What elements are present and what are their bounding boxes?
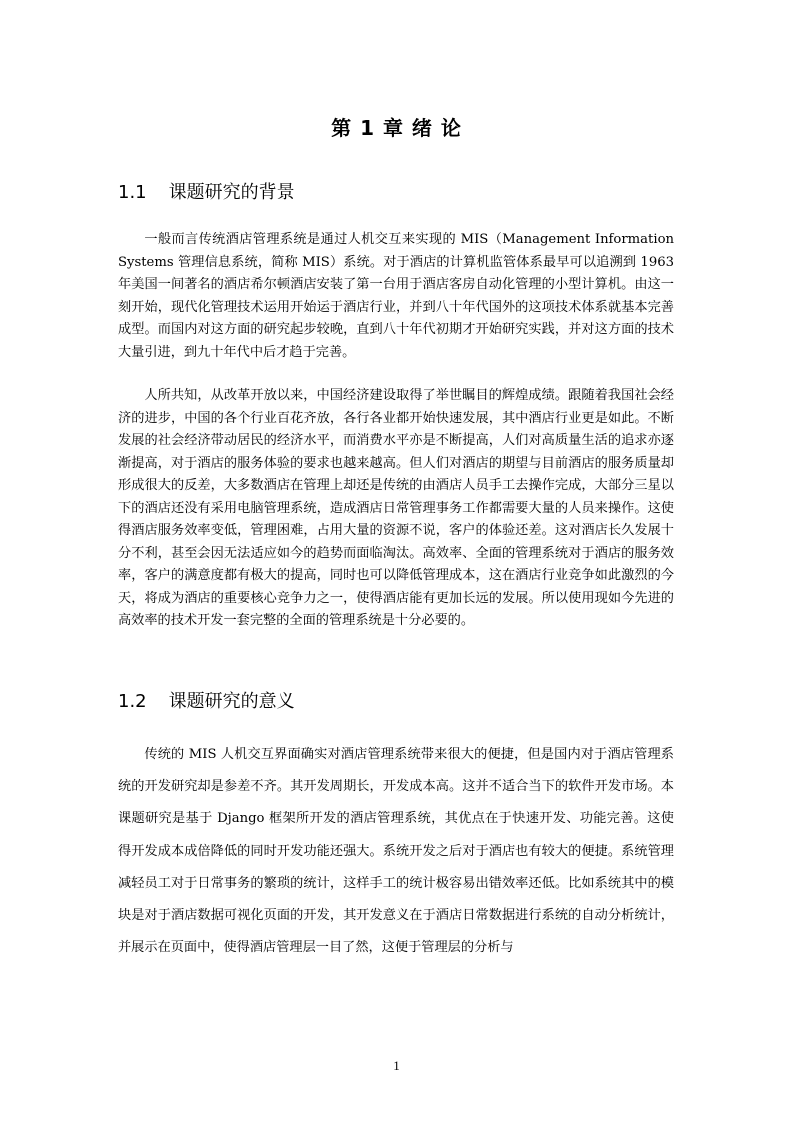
page-number: 1 xyxy=(393,1058,400,1073)
section-heading-1-1 xyxy=(118,178,295,204)
section-heading-1-2 xyxy=(118,687,295,713)
section-number: 1.1 xyxy=(118,182,147,203)
section-title: 课题研究的背景 xyxy=(168,182,295,203)
paragraph: 人所共知，从改革开放以来，中国经济建设取得了举世瞩目的辉煌成绩。跟随着我国社会经济的进步，中国的各个行业百花齐放，各行各业都开始快速发展，其中酒店行业更是如此。不断发展的社会经济带动居民的经济水平，而消费水平亦是不断提高，人们对高质量生活的追求亦逐渐提高，对于酒店的服务体验的要求也越来越高。但人们对酒店的期望与目前酒店的服务质量却形成很大的反差，大多数酒店在管理上却还是传统的由酒店人员手工去操作完成，大部分三星以下的酒店还没有采用电脑管理系统，造成酒店日常管理事务工作都需要大量的人员来操作。这使得酒店服务效率变低，管理困难，占用大量的资源不说，客户的体验还差。这对酒店长久发展十分不利，甚至会因无法适应如今的趋势而面临淘汰。高效率、全面的管理系统对于酒店的服务效率，客户的满意度都有极大的提高，同时也可以降低管理成本，这在酒店行业竞争如此激烈的今天，将成为酒店的重要核心竞争力之一，使得酒店能有更加长远的发展。所以使用现如今先进的高效率的技术开发一套完整的全面的管理系统是十分必要的。 xyxy=(118,388,674,628)
section-number: 1.2 xyxy=(118,691,147,712)
paragraph: 传统的 MIS 人机交互界面确实对酒店管理系统带来很大的便捷，但是国内对于酒店管理系统的开发研究却是参差不齐。其开发周期长，开发成本高。这并不适合当下的软件开发市场。本课题研究是基于 Django 框架所开发的酒店管理系统，其优点在于快速开发、功能完善。这使得开发成本成倍降低的同时开发功能还强大。系统开发之后对于酒店也有较大的便捷。系统管理减轻员工对于日常事务的繁琐的统计，这样手工的统计极容易出错效率还低。比如系统其中的模块是对于酒店数据可视化页面的开发，其开发意义在于酒店日常数据进行系统的自动分析统计，并展示在页面中，使得酒店管理层一目了然，这便于管理层的分析与 xyxy=(118,747,674,956)
paragraph: 一般而言传统酒店管理系统是通过人机交互来实现的 MIS（Management Information Systems 管理信息系统，简称 MIS）系统。对于酒店的计算机监管体系最早可以追溯到 1963 年美国一间著名的酒店希尔顿酒店安装了第一台用于酒店客房自动化管理的小型计算机。由这一刻开始，现代化管理技术运用开始运于酒店行业，并到八十年代国外的这项技术体系就基本完善成型。而国内对这方面的研究起步较晚，直到八十年代初期才开始研究实践，并对这方面的技术大量引进，到九十年代中后才趋于完善。 xyxy=(118,232,674,360)
section-title: 课题研究的意义 xyxy=(168,691,295,712)
chapter-title: 第 1 章 绪 论 xyxy=(331,116,462,140)
